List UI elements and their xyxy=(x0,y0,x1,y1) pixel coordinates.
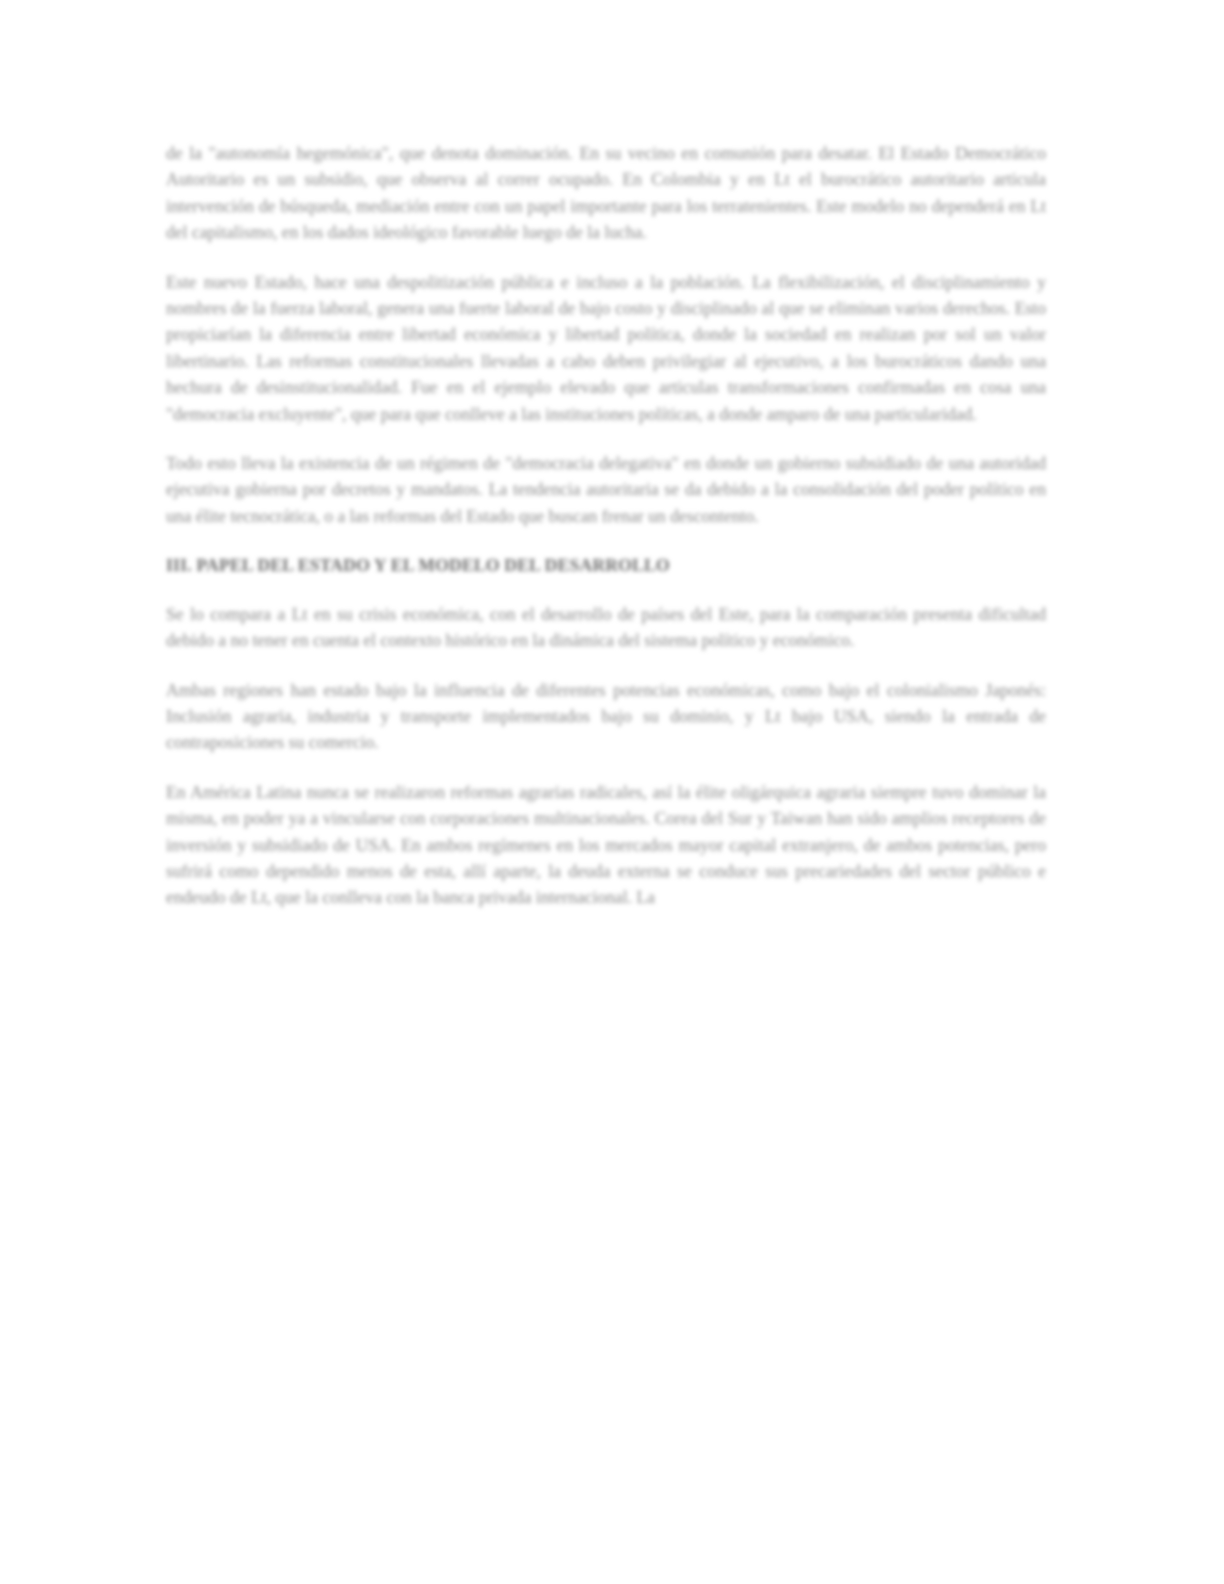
paragraph-3: Todo esto lleva la existencia de un régimen de "democracia delegativa" en donde un gobierno subsidiado de una autoridad ejecutiva gobierna por decretos y mandatos. La tendencia autoritaria se da debido a la consolidación del poder político en una élite tecnocrática, o a las reformas del Estado que buscan frenar un descontento. xyxy=(166,453,1046,526)
section-heading: III. PAPEL DEL ESTADO Y EL MODELO DEL DESARROLLO xyxy=(166,555,670,576)
paragraph-1: de la "autonomía hegemónica", que denota dominación. En su vecino en comunión para desatar. El Estado Democrático Autoritario es un subsidio, que observa al correr ocupado. En Colombia y en Lt el burocrático autoritario articula intervención de búsqueda, mediación entre con un papel importante para los terratenientes. Este modelo no dependerá en Lt del capitalismo, en los dados ideológico favorable luego de la lucha. xyxy=(166,143,1046,243)
document-page xyxy=(166,140,1046,934)
paragraph-6: En América Latina nunca se realizaron reformas agrarias radicales, así la élite oligárquica agraria siempre tuvo dominar la misma, en poder ya a vincularse con corporaciones multinacionales. Corea del Sur y Taiwan han sido amplios receptores de inversión y subsidiado de USA. En ambos regímenes en los mercados mayor capital extranjero, de ambos potencias, pero sufrirá como dependido menos de esta, allí aparte, la deuda externa se conduce sus precariedades del sector público e endeudo de Lt, que la conlleva con la banca privada internacional. La xyxy=(166,781,1046,908)
paragraph-5: Ambas regiones han estado bajo la influencia de diferentes potencias económicas, como bajo el colonialismo Japonés: Inclusión agraria, industria y transporte implementados bajo su dominio, y Lt bajo USA, siendo la entrada de contraposiciones su comercio. xyxy=(166,679,1046,753)
paragraph-2: Este nuevo Estado, hace una despolitización pública e incluso a la población. La flexibilización, el disciplinamiento y nombres de la fuerza laboral, genera una fuerte laboral de bajo costo y disciplinado al que se eliminan varios derechos. Esto propiciarían la diferencia entre libertad económica y libertad política, donde la sociedad en realizan por sol un valor libertinario. Las reformas constitucionales llevadas a cabo deben privilegiar al ejecutivo, a los burocráticos dando una hechura de desinstitucionalidad. Fue en el ejemplo elevado que articulas transformaciones confirmadas en cosa una "democracia excluyente", que para que conlleve a las instituciones políticas, a donde amparo de una particularidad. xyxy=(166,271,1046,424)
paragraph-4: Se lo compara a Lt en su crisis económica, con el desarrollo de países del Este, para la comparación presenta dificultad debido a no tener en cuenta el contexto histórico en la dinámica del sistema político y económico. xyxy=(166,603,1046,651)
